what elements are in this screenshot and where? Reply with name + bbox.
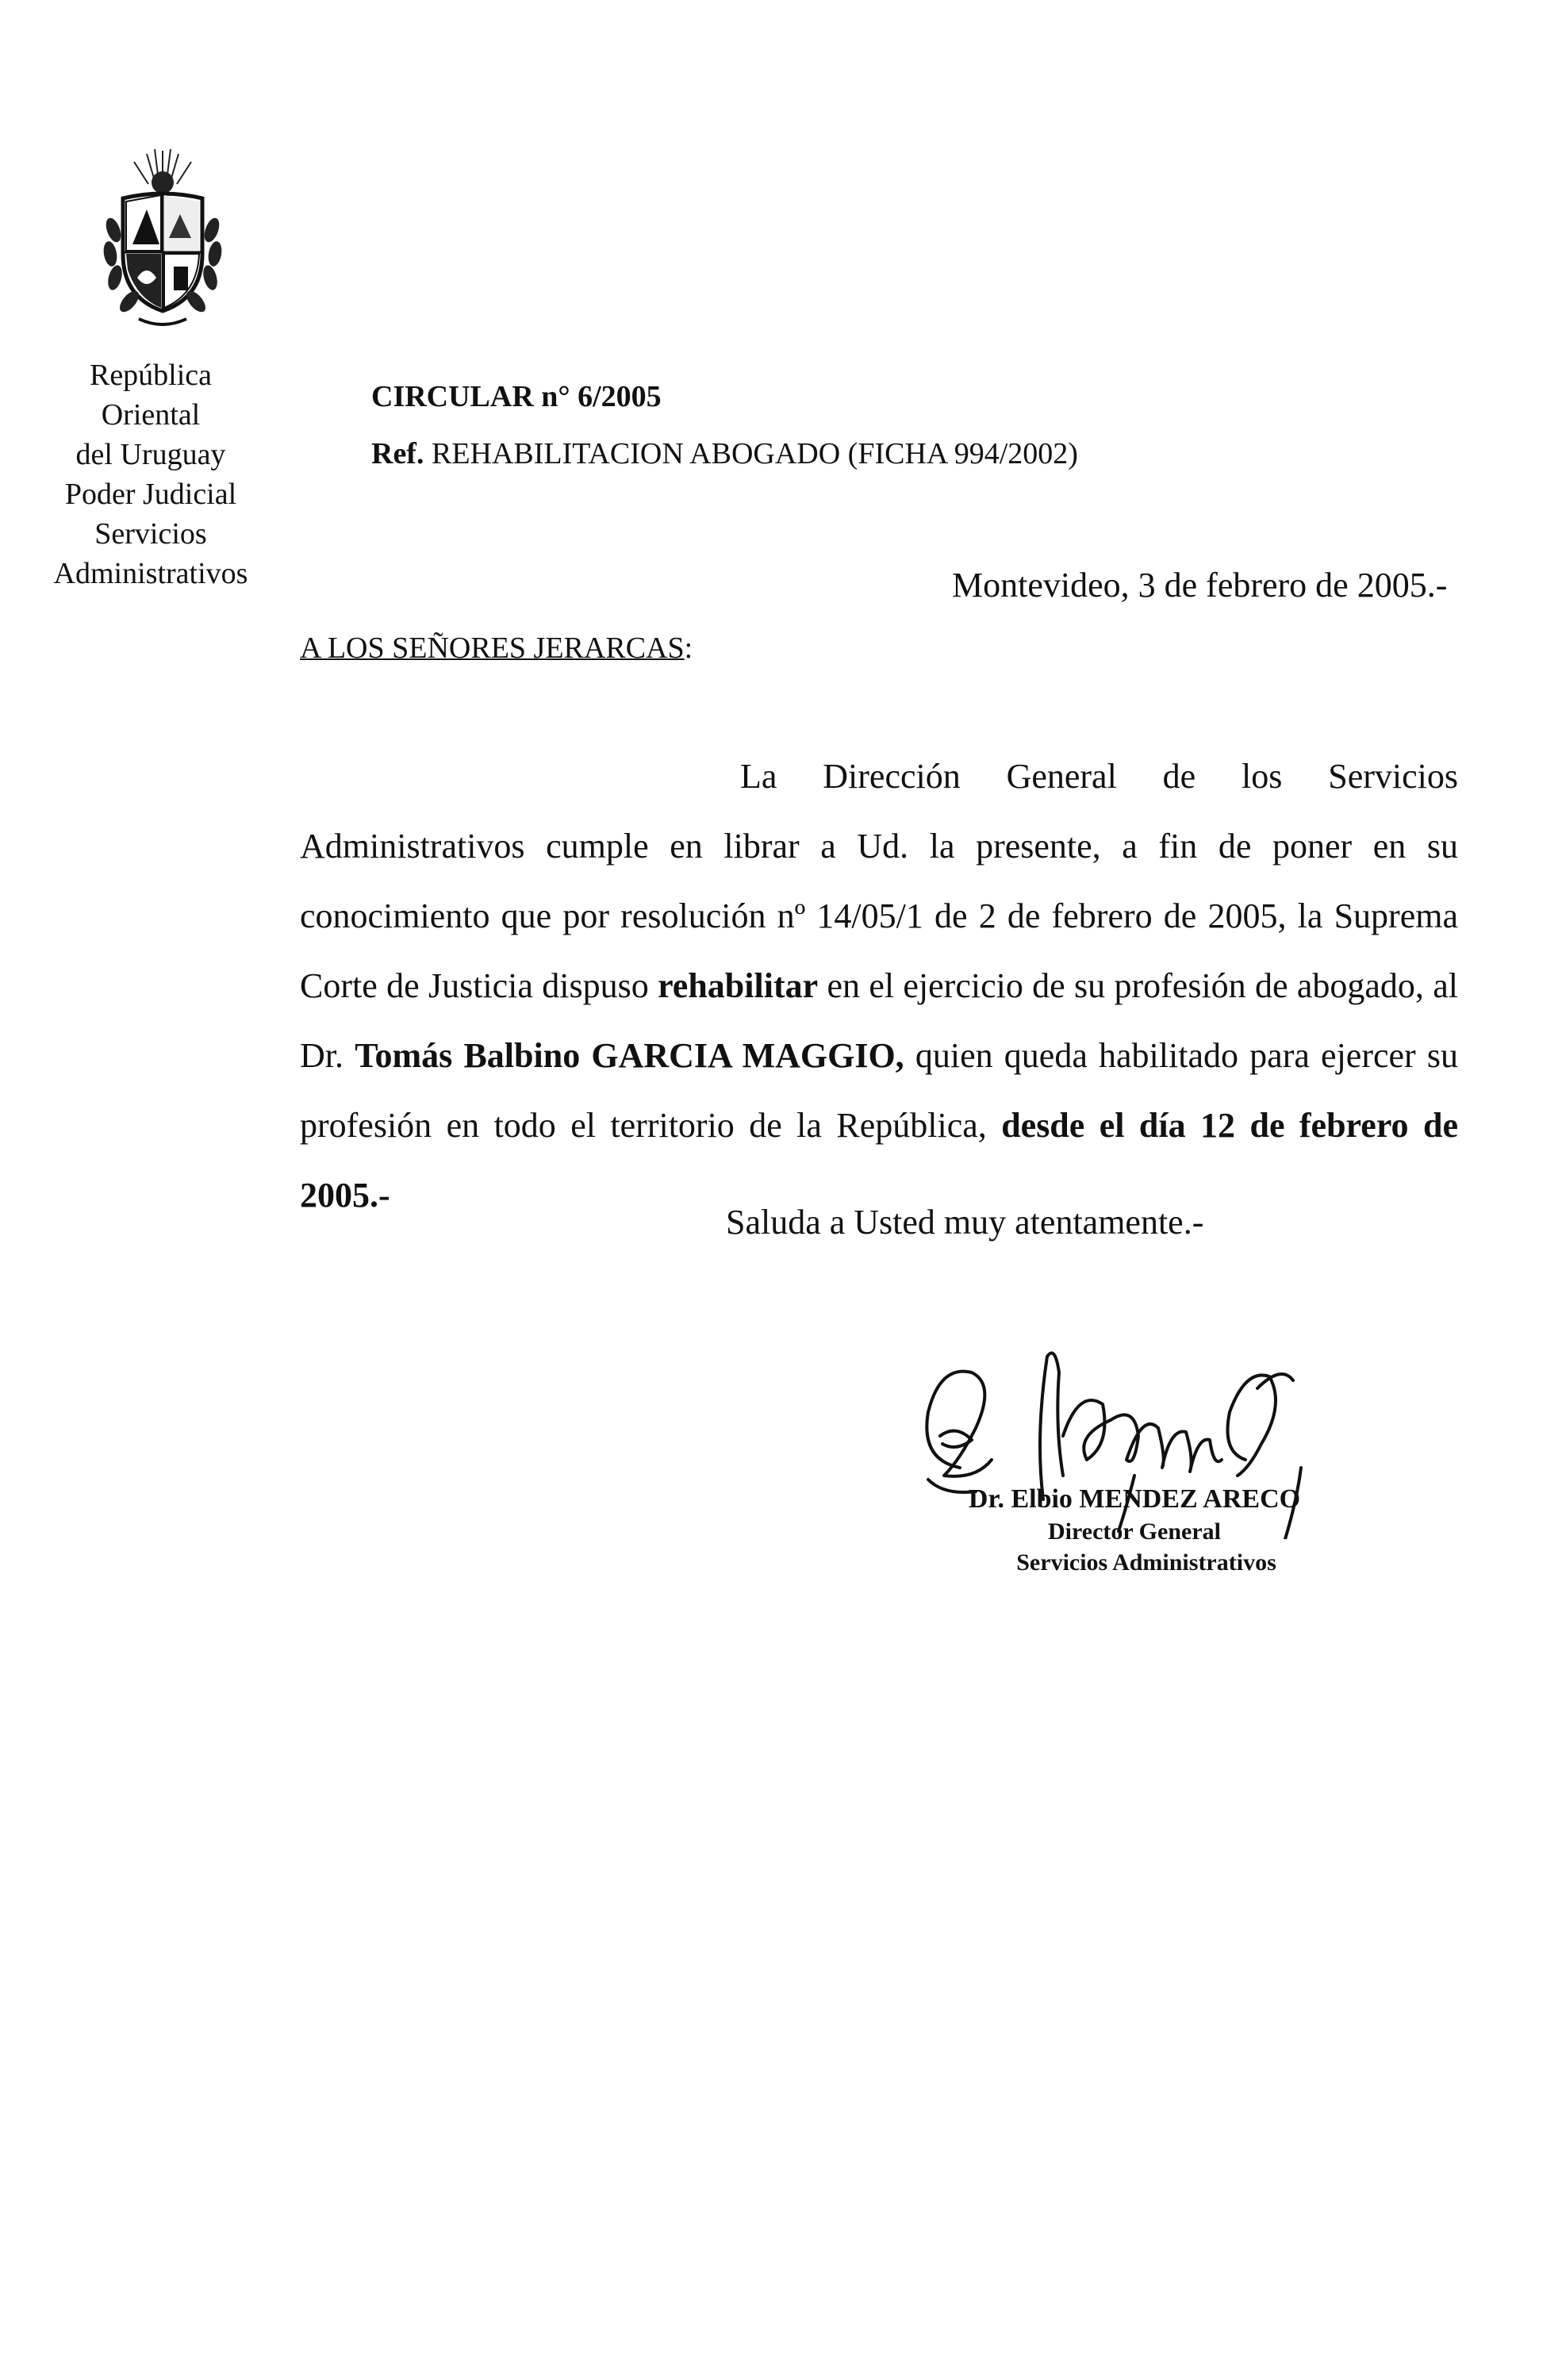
- signer-block: [912, 1482, 1357, 1579]
- signer-name: Dr. Elbio MENDEZ ARECO: [968, 1484, 1301, 1514]
- institution-line: del Uruguay: [75, 438, 226, 471]
- body-text: La Dirección General de los Servicios Administrativos cumple en librar a Ud. la presente, a fin de poner en su conocimiento que por resolución nº 14/05/1 de 2 de febrero de 2005, la Suprema Corte de Justicia dispuso: [300, 757, 1458, 1005]
- reference-line: [371, 436, 1078, 471]
- addressee-label: A LOS SEÑORES JERARCAS: [300, 631, 685, 665]
- institution-line: Oriental: [101, 398, 201, 432]
- institution-block: [32, 355, 270, 593]
- body-text: quien queda habilitado para ejercer su profesión en todo el territorio de la República,: [300, 1036, 1458, 1145]
- closing-line: Saluda a Usted muy atentamente.-: [726, 1203, 1204, 1242]
- signer-office: Servicios Administrativos: [1016, 1549, 1276, 1576]
- coat-of-arms-icon: [91, 143, 234, 333]
- circular-number: CIRCULAR n° 6/2005: [371, 380, 662, 413]
- institution-line: Servicios: [94, 517, 207, 551]
- addressee-suffix: :: [684, 631, 693, 665]
- addressee: [300, 631, 693, 666]
- body-bold-text: Tomás Balbino GARCIA MAGGIO,: [355, 1036, 904, 1075]
- body-text: en el ejercicio de su profesión de abogado, al Dr.: [300, 966, 1459, 1075]
- body-bold-text: rehabilitar: [658, 966, 819, 1005]
- body-paragraph: [300, 742, 1458, 1230]
- institution-line: Poder Judicial: [64, 478, 237, 511]
- institution-line: Administrativos: [53, 557, 248, 590]
- reference-prefix: Ref.: [371, 437, 424, 470]
- institution-line: República: [89, 359, 213, 392]
- signer-title: Director General: [1048, 1518, 1221, 1545]
- place-date: Montevideo, 3 de febrero de 2005.-: [952, 566, 1448, 605]
- body-bold-text: desde el día 12 de febrero de 2005.-: [300, 1106, 1458, 1215]
- reference-text: REHABILITACION ABOGADO (FICHA 994/2002): [431, 437, 1078, 470]
